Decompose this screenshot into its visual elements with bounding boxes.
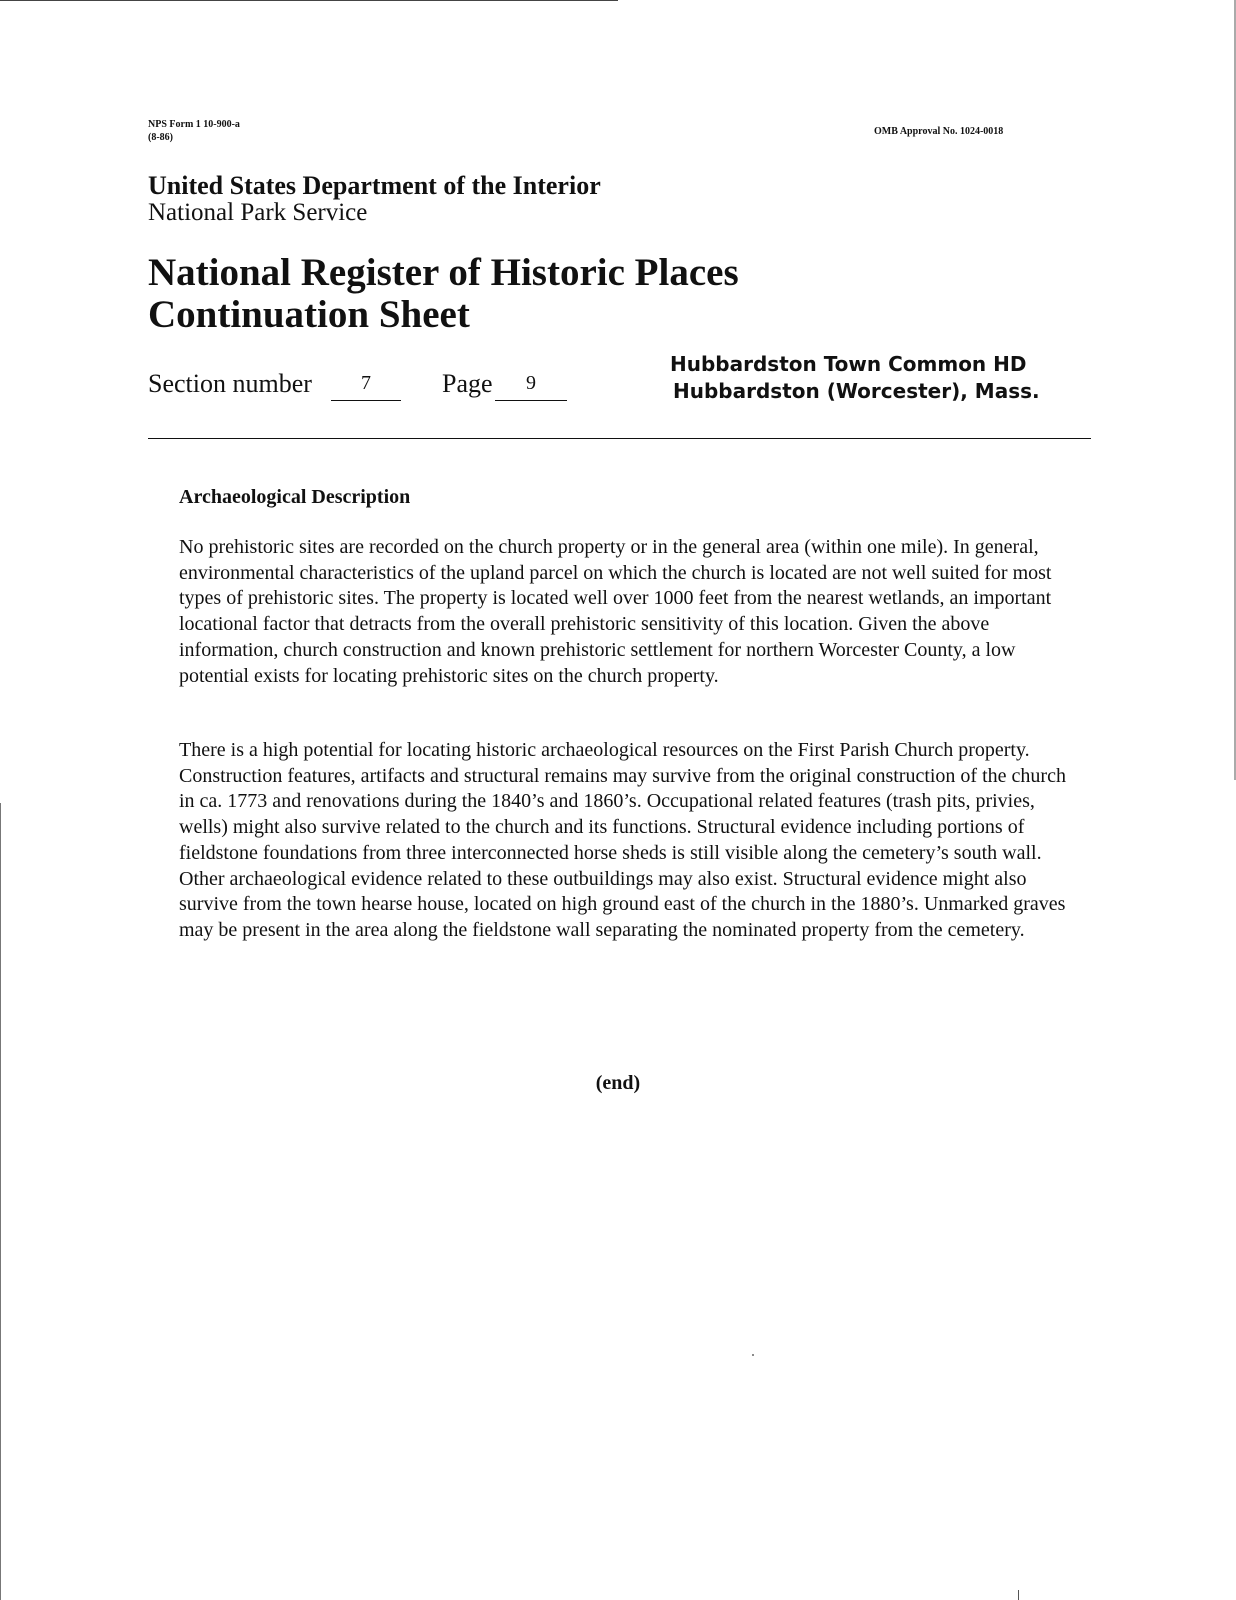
section-heading: Archaeological Description — [179, 486, 411, 508]
property-location: Hubbardston (Worcester), Mass. — [673, 379, 1040, 403]
scan-edge-top — [0, 0, 618, 1]
header-divider — [148, 438, 1091, 439]
scan-edge-bottom — [1018, 1590, 1019, 1600]
omb-approval: OMB Approval No. 1024-0018 — [874, 126, 1004, 137]
document-subtitle: Continuation Sheet — [148, 293, 470, 336]
property-name: Hubbardston Town Common HD — [670, 352, 1027, 376]
department-name: United States Department of the Interior — [148, 171, 601, 200]
end-marker: (end) — [595, 1072, 641, 1094]
service-name: National Park Service — [148, 199, 368, 226]
page-value: 9 — [495, 369, 567, 401]
page-label: Page — [442, 369, 493, 398]
paragraph-historic: There is a high potential for locating historic archaeological resources on the First Parish Church property. Construction features, artifacts and structural remains may survive from the original construction of the church in ca. 1773 and renovations during the 1840’s and 1860’s. Occupational related features (trash pits, privies, wells) might also survive related to the church and its functions. Structural evidence including portions of fieldstone foundations from three interconnected horse sheds is still visible along the cemetery’s south wall. Other archaeological evidence related to these outbuildings may also exist. Structural evidence might also survive from the town hearse house, located on high ground east of the church in the 1880’s. Unmarked graves may be present in the area along the fieldstone wall separating the nominated property from the cemetery. — [179, 739, 1066, 941]
paragraph-prehistoric: No prehistoric sites are recorded on the church property or in the general area (within one mile). In general, environmental characteristics of the upland parcel on which the church is located are not well suited for most types of prehistoric sites. The property is located well over 1000 feet from the nearest wetlands, an important locational factor that detracts from the overall prehistoric sensitivity of this location. Given the above information, church construction and known prehistoric settlement for northern Worcester County, a low potential exists for locating prehistoric sites on the church property. — [179, 536, 1052, 687]
section-number-value: 7 — [331, 369, 401, 401]
document-title: National Register of Historic Places — [148, 251, 739, 294]
scan-edge-left — [0, 803, 1, 1600]
section-number-label: Section number — [148, 369, 312, 398]
form-number-line1: NPS Form 1 10-900-a — [148, 119, 240, 130]
scan-speck — [752, 1354, 754, 1356]
form-number-line2: (8-86) — [148, 132, 173, 143]
form-number — [148, 118, 240, 144]
